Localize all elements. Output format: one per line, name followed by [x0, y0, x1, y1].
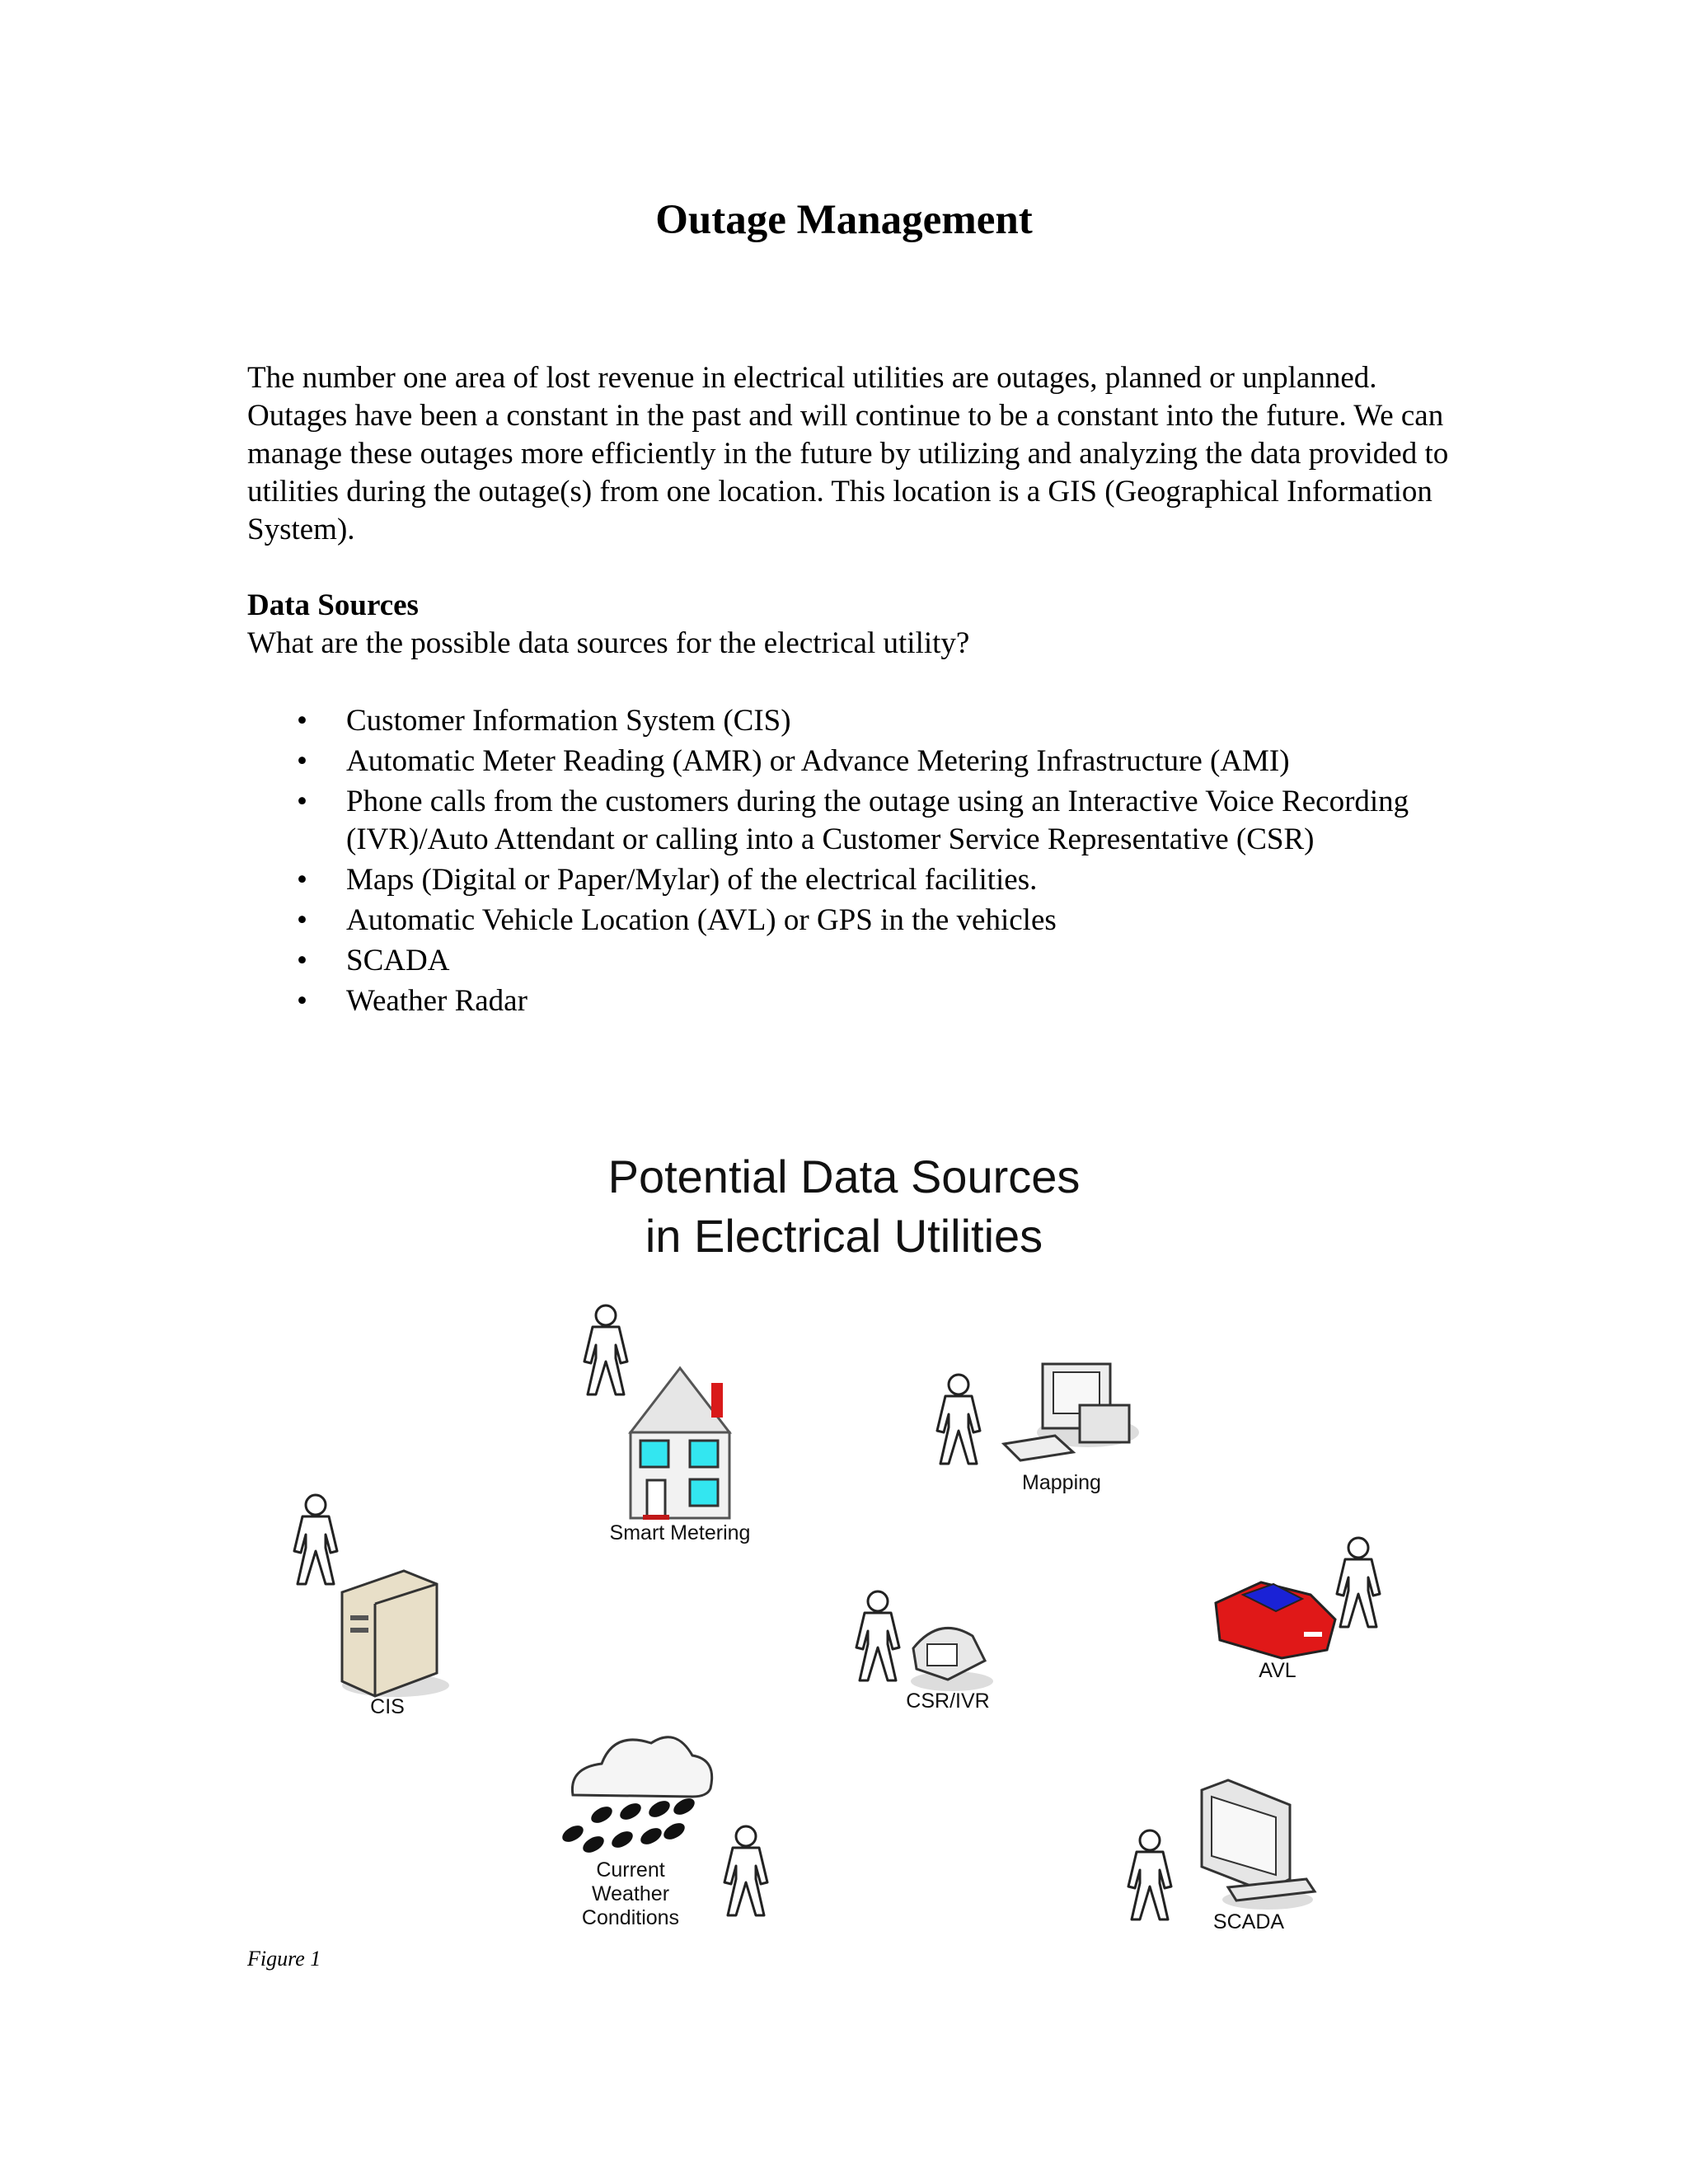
list-item: • Maps (Digital or Paper/Mylar) of the electrical facilities. — [247, 861, 1451, 899]
page-title: Outage Management — [655, 197, 1033, 243]
cloud-icon — [572, 1737, 711, 1797]
figure-caption: Figure 1 — [247, 1947, 321, 1971]
person-mapping-icon — [937, 1375, 980, 1464]
intro-paragraph: The number one area of lost revenue in electrical utilities are outages, planned or unplanned. Outages have been a constant in the past and will continue to be a constant into the future. We can manage these outages more efficiently in the future by utilizing and analyzing the data provided to utilities during the outage(s) from one location. This location is a GIS (Geographical Information System). — [247, 361, 1449, 546]
computer-icon — [1004, 1364, 1139, 1460]
telephone-icon — [911, 1628, 993, 1691]
bullet-icon: • — [297, 944, 307, 977]
person-weather-icon — [724, 1826, 767, 1915]
monitor-icon — [1202, 1780, 1315, 1910]
list-item: • Customer Information System (CIS) — [247, 702, 1451, 740]
label-weather: Current Weather Conditions — [581, 1858, 680, 1929]
bullet-icon: • — [297, 785, 307, 818]
label-csr-ivr: CSR/IVR — [906, 1690, 990, 1713]
list-item: • Phone calls from the customers during the outage using an Interactive Voice Recording (IVR)/Auto Attendant or calling into a Customer Service Representative (CSR) — [297, 785, 1409, 856]
car-icon — [1216, 1582, 1335, 1658]
bullet-icon: • — [297, 704, 307, 738]
section-heading: Data Sources — [247, 588, 419, 622]
person-cis-icon — [294, 1495, 337, 1584]
label-mapping: Mapping — [1022, 1471, 1101, 1494]
person-smart-metering-icon — [584, 1305, 627, 1394]
bullet-icon: • — [297, 744, 307, 778]
list-item: • Weather Radar — [247, 982, 1451, 1020]
list-item: • Automatic Meter Reading (AMR) or Advance Metering Infrastructure (AMI) — [247, 743, 1451, 780]
house-icon — [631, 1368, 729, 1520]
server-icon — [342, 1571, 449, 1697]
bullet-icon: • — [297, 984, 307, 1018]
list-item: • SCADA — [247, 942, 1451, 980]
person-avl-icon — [1337, 1538, 1380, 1627]
bullet-icon: • — [297, 863, 307, 897]
person-csr-icon — [856, 1591, 899, 1680]
label-cis: CIS — [370, 1695, 405, 1718]
section-question: What are the possible data sources for the electrical utility? — [247, 626, 970, 660]
label-smart-metering: Smart Metering — [609, 1521, 751, 1544]
label-scada: SCADA — [1212, 1910, 1285, 1933]
label-avl: AVL — [1259, 1659, 1296, 1682]
list-item: • Automatic Vehicle Location (AVL) or GPS in the vehicles — [247, 902, 1451, 940]
figure-title: Potential Data Sources in Electrical Utilities — [607, 1151, 1081, 1262]
person-scada-icon — [1128, 1830, 1171, 1919]
bullet-icon: • — [297, 903, 307, 937]
rain-icon — [560, 1795, 697, 1856]
